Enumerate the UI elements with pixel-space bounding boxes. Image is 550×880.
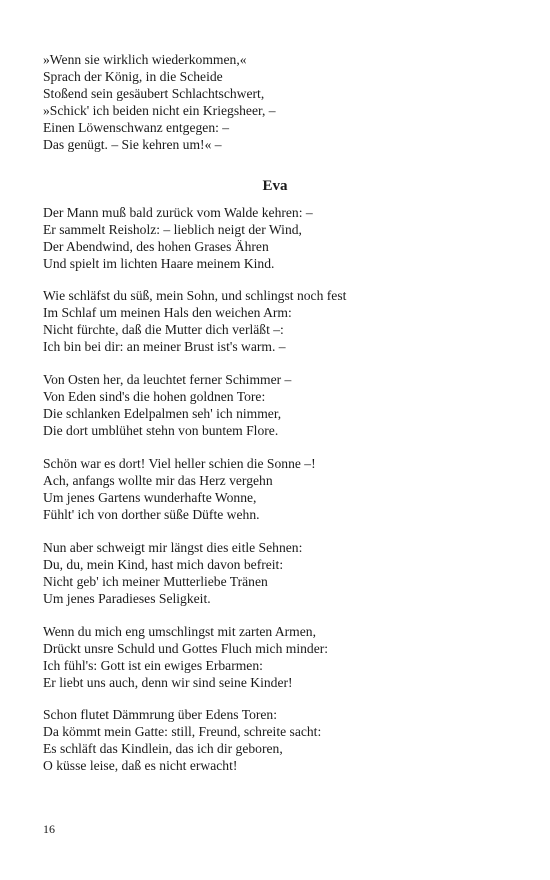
verse-line: Und spielt im lichten Haare meinem Kind. — [43, 255, 275, 271]
verse-line: Die dort umblühet stehn von buntem Flore. — [43, 422, 279, 438]
stanza-2 — [43, 288, 513, 356]
verse-line: Da kömmt mein Gatte: still, Freund, schreite sacht: — [43, 723, 322, 739]
verse-line: Ich fühl's: Gott ist ein ewiges Erbarmen: — [43, 657, 263, 673]
verse-line: Einen Löwenschwanz entgegen: – — [43, 119, 230, 135]
verse-line: Der Mann muß bald zurück vom Walde kehren: – — [43, 205, 313, 220]
verse-line: Sprach der König, in die Scheide — [43, 68, 223, 84]
stanza-1 — [43, 205, 513, 273]
verse-line: Fühlt' ich von dorther süße Düfte wehn. — [43, 506, 260, 522]
stanza-6 — [43, 624, 513, 692]
intro-stanza — [43, 52, 513, 153]
verse-line: Nicht geb' ich meiner Mutterliebe Tränen — [43, 573, 268, 589]
verse-line: Er liebt uns auch, denn wir sind seine Kinder! — [43, 674, 293, 690]
stanza-7 — [43, 707, 513, 775]
verse-line: Wie schläfst du süß, mein Sohn, und schlingst noch fest — [43, 288, 347, 303]
verse-line: Ich bin bei dir: an meiner Brust ist's warm. – — [43, 338, 286, 354]
verse-line: Nun aber schweigt mir längst dies eitle Sehnen: — [43, 540, 303, 555]
verse-line: Du, du, mein Kind, hast mich davon befreit: — [43, 556, 284, 572]
verse-line: Um jenes Gartens wunderhafte Wonne, — [43, 489, 257, 505]
verse-line: Die schlanken Edelpalmen seh' ich nimmer, — [43, 405, 282, 421]
verse-line: Wenn du mich eng umschlingst mit zarten Armen, — [43, 624, 316, 639]
verse-line: Er sammelt Reisholz: – lieblich neigt der Wind, — [43, 221, 302, 237]
stanza-5 — [43, 540, 513, 608]
stanza-4 — [43, 456, 513, 524]
verse-line: Der Abendwind, des hohen Grases Ähren — [43, 238, 269, 254]
verse-line: Nicht fürchte, daß die Mutter dich verläßt –: — [43, 321, 284, 337]
verse-line: Das genügt. – Sie kehren um!« – — [43, 136, 222, 152]
verse-line: Von Eden sind's die hohen goldnen Tore: — [43, 388, 266, 404]
poem-title: Eva — [262, 178, 288, 194]
verse-line: Um jenes Paradieses Seligkeit. — [43, 590, 211, 606]
verse-line: Im Schlaf um meinen Hals den weichen Arm: — [43, 304, 292, 320]
verse-line: Schön war es dort! Viel heller schien die Sonne –! — [43, 456, 316, 471]
verse-line: Stoßend sein gesäubert Schlachtschwert, — [43, 85, 265, 101]
verse-line: »Schick' ich beiden nicht ein Kriegsheer, – — [43, 102, 276, 118]
verse-line: Drückt unsre Schuld und Gottes Fluch mich minder: — [43, 640, 329, 656]
verse-line: O küsse leise, daß es nicht erwacht! — [43, 757, 238, 773]
verse-line: Es schläft das Kindlein, das ich dir geboren, — [43, 740, 283, 756]
verse-line: Von Osten her, da leuchtet ferner Schimmer – — [43, 372, 292, 387]
verse-line: Ach, anfangs wollte mir das Herz vergehn — [43, 472, 273, 488]
verse-line: Schon flutet Dämmrung über Edens Toren: — [43, 707, 277, 722]
verse-line: »Wenn sie wirklich wiederkommen,« — [43, 52, 247, 67]
page-number: 16 — [43, 822, 55, 836]
stanza-3 — [43, 372, 513, 440]
